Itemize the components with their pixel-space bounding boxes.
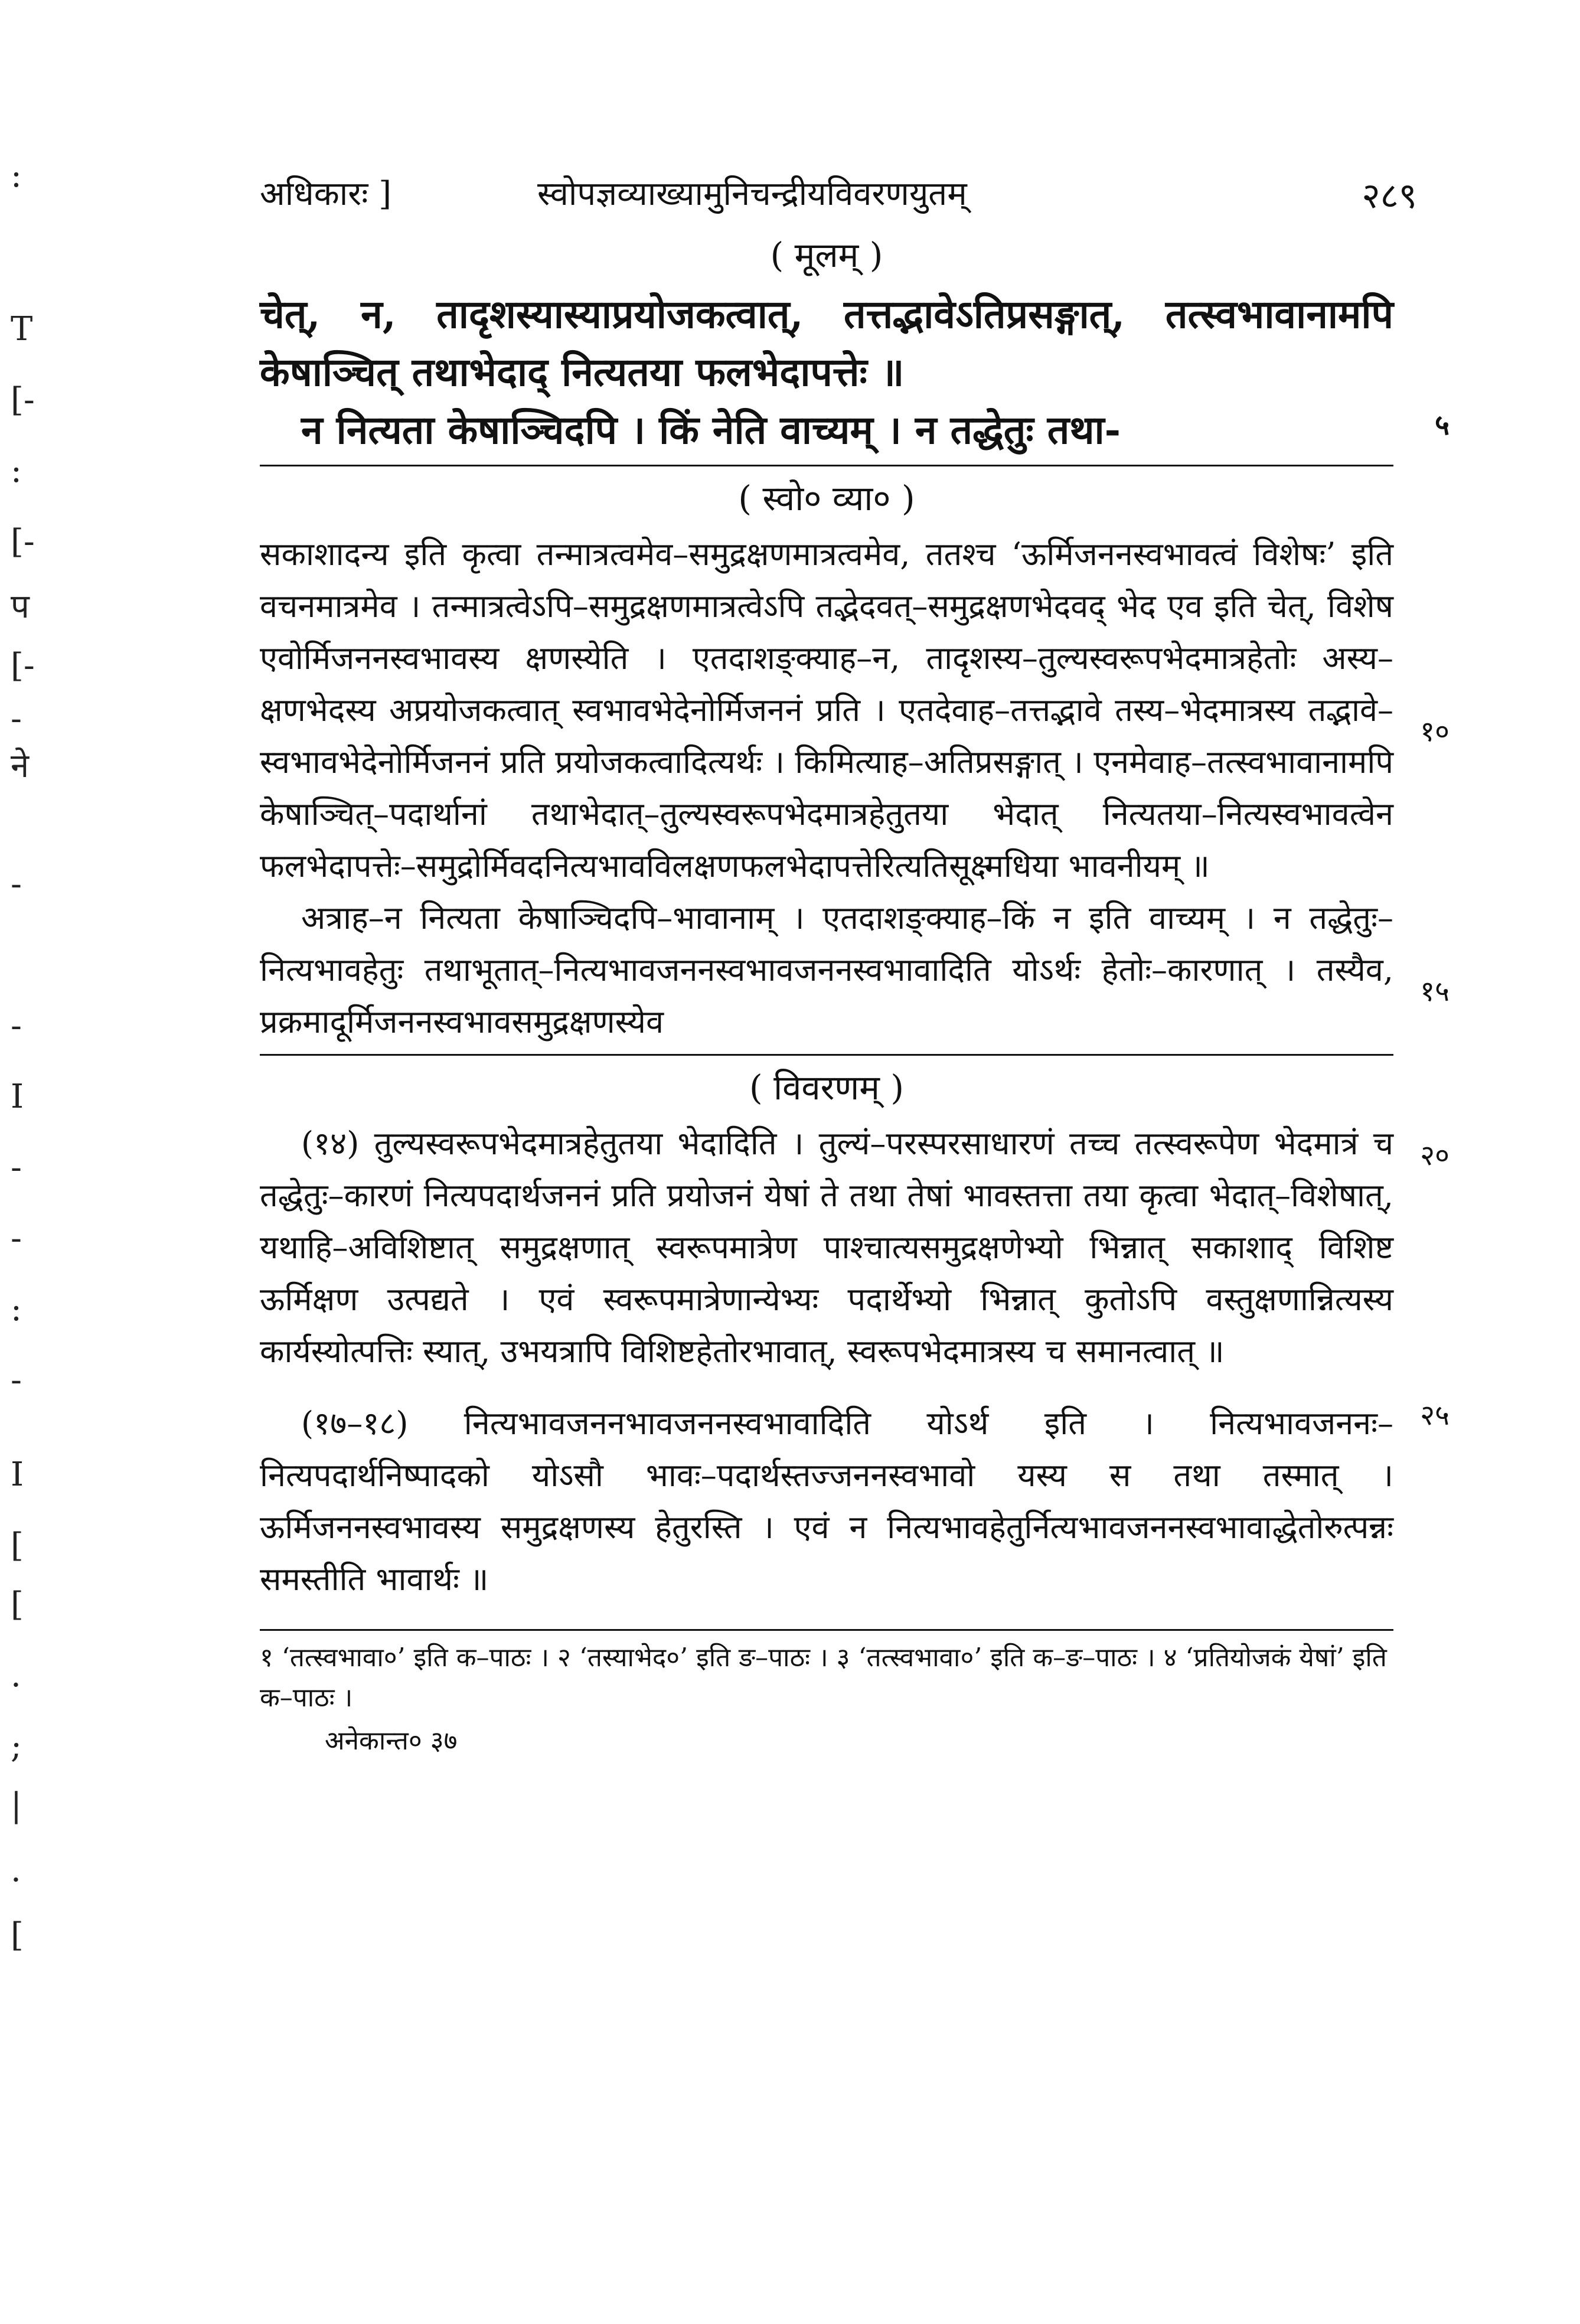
vivaranam-commentary [260,1118,1450,1605]
line-number: १० [1420,715,1450,748]
margin-mark: [ [11,1585,24,1624]
mulam-verse: न नित्यता केषाञ्चिदपि । किं नेति वाच्यम् । न तद्धेतुः तथा- [301,407,1121,453]
signature-mark: अनेकान्त० ३७ [325,1726,458,1756]
svopajna-commentary [260,528,1450,1048]
margin-mark: - [11,1007,22,1045]
margin-mark: I [11,1078,24,1116]
margin-mark: ; [11,1727,22,1765]
margin-mark: [ [11,1916,24,1954]
page-number: २८९ [1362,175,1417,217]
page [260,159,1450,1757]
margin-mark: [- [11,381,35,419]
margin-mark: - [11,1148,22,1187]
margin-mark: - [11,1219,22,1258]
margin-mark: - [11,1361,22,1399]
margin-mark: ने [11,747,30,785]
svopajna-heading: ( स्वो० व्या० ) [738,478,915,518]
margin-mark: [ [11,1526,24,1565]
line-number: २० [1420,1139,1450,1172]
divider [260,465,1393,466]
commentary-paragraph: सकाशादन्य इति कृत्वा तन्मात्रत्वमेव–समुद्रक्षणमात्रत्वमेव, ततश्च ‘ऊर्मिजननस्वभावत्वं विशेषः’ इति वचनमात्रमेव । तन्मात्रत्वेऽपि–समुद्रक्षणमात्रत्वेऽपि तद्भेदवत्–समुद्रक्षणभेदवद् भेद एव इति चेत्, विशेष एवोर्मिजननस्वभावस्य क्षणस्येति । एतदाशङ्क्याह–न, तादृशस्य–तुल्यस्वरूपभेदमात्रहेतोः अस्य–क्षणभेदस्य अप्रयोजकत्वात् स्वभावभेदेनोर्मिजननं प्रति । एतदेवाह–तत्तद्भावे तस्य–भेदमात्रस्य तद्भावे–स्वभावभेदेनोर्मिजननं प्रति प्रयोजकत्वादित्यर्थः । किमित्याह–अतिप्रसङ्गात् । एनमेवाह–तत्स्वभावानामपि केषाञ्चित्–पदार्थानां तथाभेदात्–तुल्यस्वरूपभेदमात्रहेतुतया भेदात् नित्यतया–नित्यस्वभावत्वेन फलभेदापत्तेः–समुद्रोर्मिवदनित्यभावविलक्षणफलभेदापत्तेरित्यतिसूक्ष्मधिया भावनीयम् ॥ [260,536,1393,884]
footnote-divider [260,1629,1393,1631]
commentary-paragraph: अत्राह–न नित्यता केषाञ्चिदपि–भावानाम् । एतदाशङ्क्याह–किं न इति वाच्यम् । न तद्धेतुः–नित्यभावहेतुः तथाभूतात्–नित्यभावजननस्वभावजननस्वभावादिति योऽर्थः हेतोः–कारणात् । तस्यैव, प्रक्रमादूर्मिजननस्वभावसमुद्रक्षणस्येव [260,899,1393,1040]
margin-mark: : [11,1290,22,1329]
footnote-line: १ ‘तत्स्वभावा०’ इति क–पाठः । २ ‘तस्याभेद०’ इति ङ–पाठः । ३ ‘तत्स्वभावा०’ इति क–ङ–पाठः । ४ ‘प्रतियोजकं येषां’ इति क–पाठः । [260,1643,1387,1713]
margin-mark: [- [11,523,35,561]
vivarana-paragraph: (१४) तुल्यस्वरूपभेदमात्रहेतुतया भेदादिति । तुल्यं–परस्परसाधारणं तच्च तत्स्वरूपेण भेदमात्रं च तद्धेतुः–कारणं नित्यपदार्थजननं प्रति प्रयोजनं येषां ते तथा तेषां भावस्तत्ता तया कृत्वा भेदात्–विशेषात्, यथाहि–अविशिष्टात् समुद्रक्षणात् स्वरूपमात्रेण पाश्चात्यसमुद्रक्षणेभ्यो भिन्नात् सकाशाद् विशिष्ट ऊर्मिक्षण उत्पद्यते । एवं स्वरूपमात्रेणान्येभ्यः पदार्थेभ्यो भिन्नात् कुतोऽपि वस्तुक्षणान्नित्यस्य कार्यस्योत्पत्तिः स्यात्, उभयत्रापि विशिष्टहेतोरभावात्, स्वरूपभेदमात्रस्य च समानत्वात् ॥ [260,1125,1393,1370]
mulam-heading: ( मूलम् ) [770,235,883,275]
header-chapter: अधिकारः ] [260,175,392,213]
margin-mark: प [11,587,30,626]
margin-mark: [- [11,647,35,685]
mulam-text [260,285,1450,459]
margin-mark: T [11,310,33,348]
vivarana-paragraph: (१७–१८) नित्यभावजननभावजननस्वभावादिति योऽर्थ इति । नित्यभावजननः–नित्यपदार्थनिष्पादको योऽसौ भावः–पदार्थस्तज्जननस्वभावो यस्य स तथा तस्मात् । ऊर्मिजननस्वभावस्य समुद्रक्षणस्य हेतुरस्ति । एवं न नित्यभावहेतुर्नित्यभावजननस्वभावाद्धेतोरुत्पन्नः समस्तीति भावार्थः ॥ [260,1405,1393,1598]
margin-mark: I [11,1455,24,1494]
line-number: ५ [1435,409,1450,442]
margin-mark: - [11,865,22,903]
mulam-verse: चेत्, न, तादृशस्यास्याप्रयोजकत्वात्, तत्तद्भावेऽतिप्रसङ्गात्, तत्स्वभावानामपि केषाञ्चित् तथाभेदाद् नित्यतया फलभेदापत्तेः ॥ [260,291,1393,395]
footnotes [260,1638,1393,1718]
line-number: २५ [1420,1399,1450,1432]
divider [260,1054,1393,1056]
margin-mark: | [11,1786,22,1824]
margin-mark: : [11,156,22,195]
running-header [260,159,1417,224]
vivaranam-heading: ( विवरणम् ) [749,1068,904,1108]
line-number: १५ [1420,975,1450,1008]
margin-mark: . [11,1851,21,1889]
margin-mark: . [11,1656,21,1695]
header-title: स्वोपज्ञव्याख्यामुनिचन्द्रीयविवरणयुतम् [537,175,967,213]
margin-mark: - [11,700,22,738]
margin-mark: : [11,452,22,490]
